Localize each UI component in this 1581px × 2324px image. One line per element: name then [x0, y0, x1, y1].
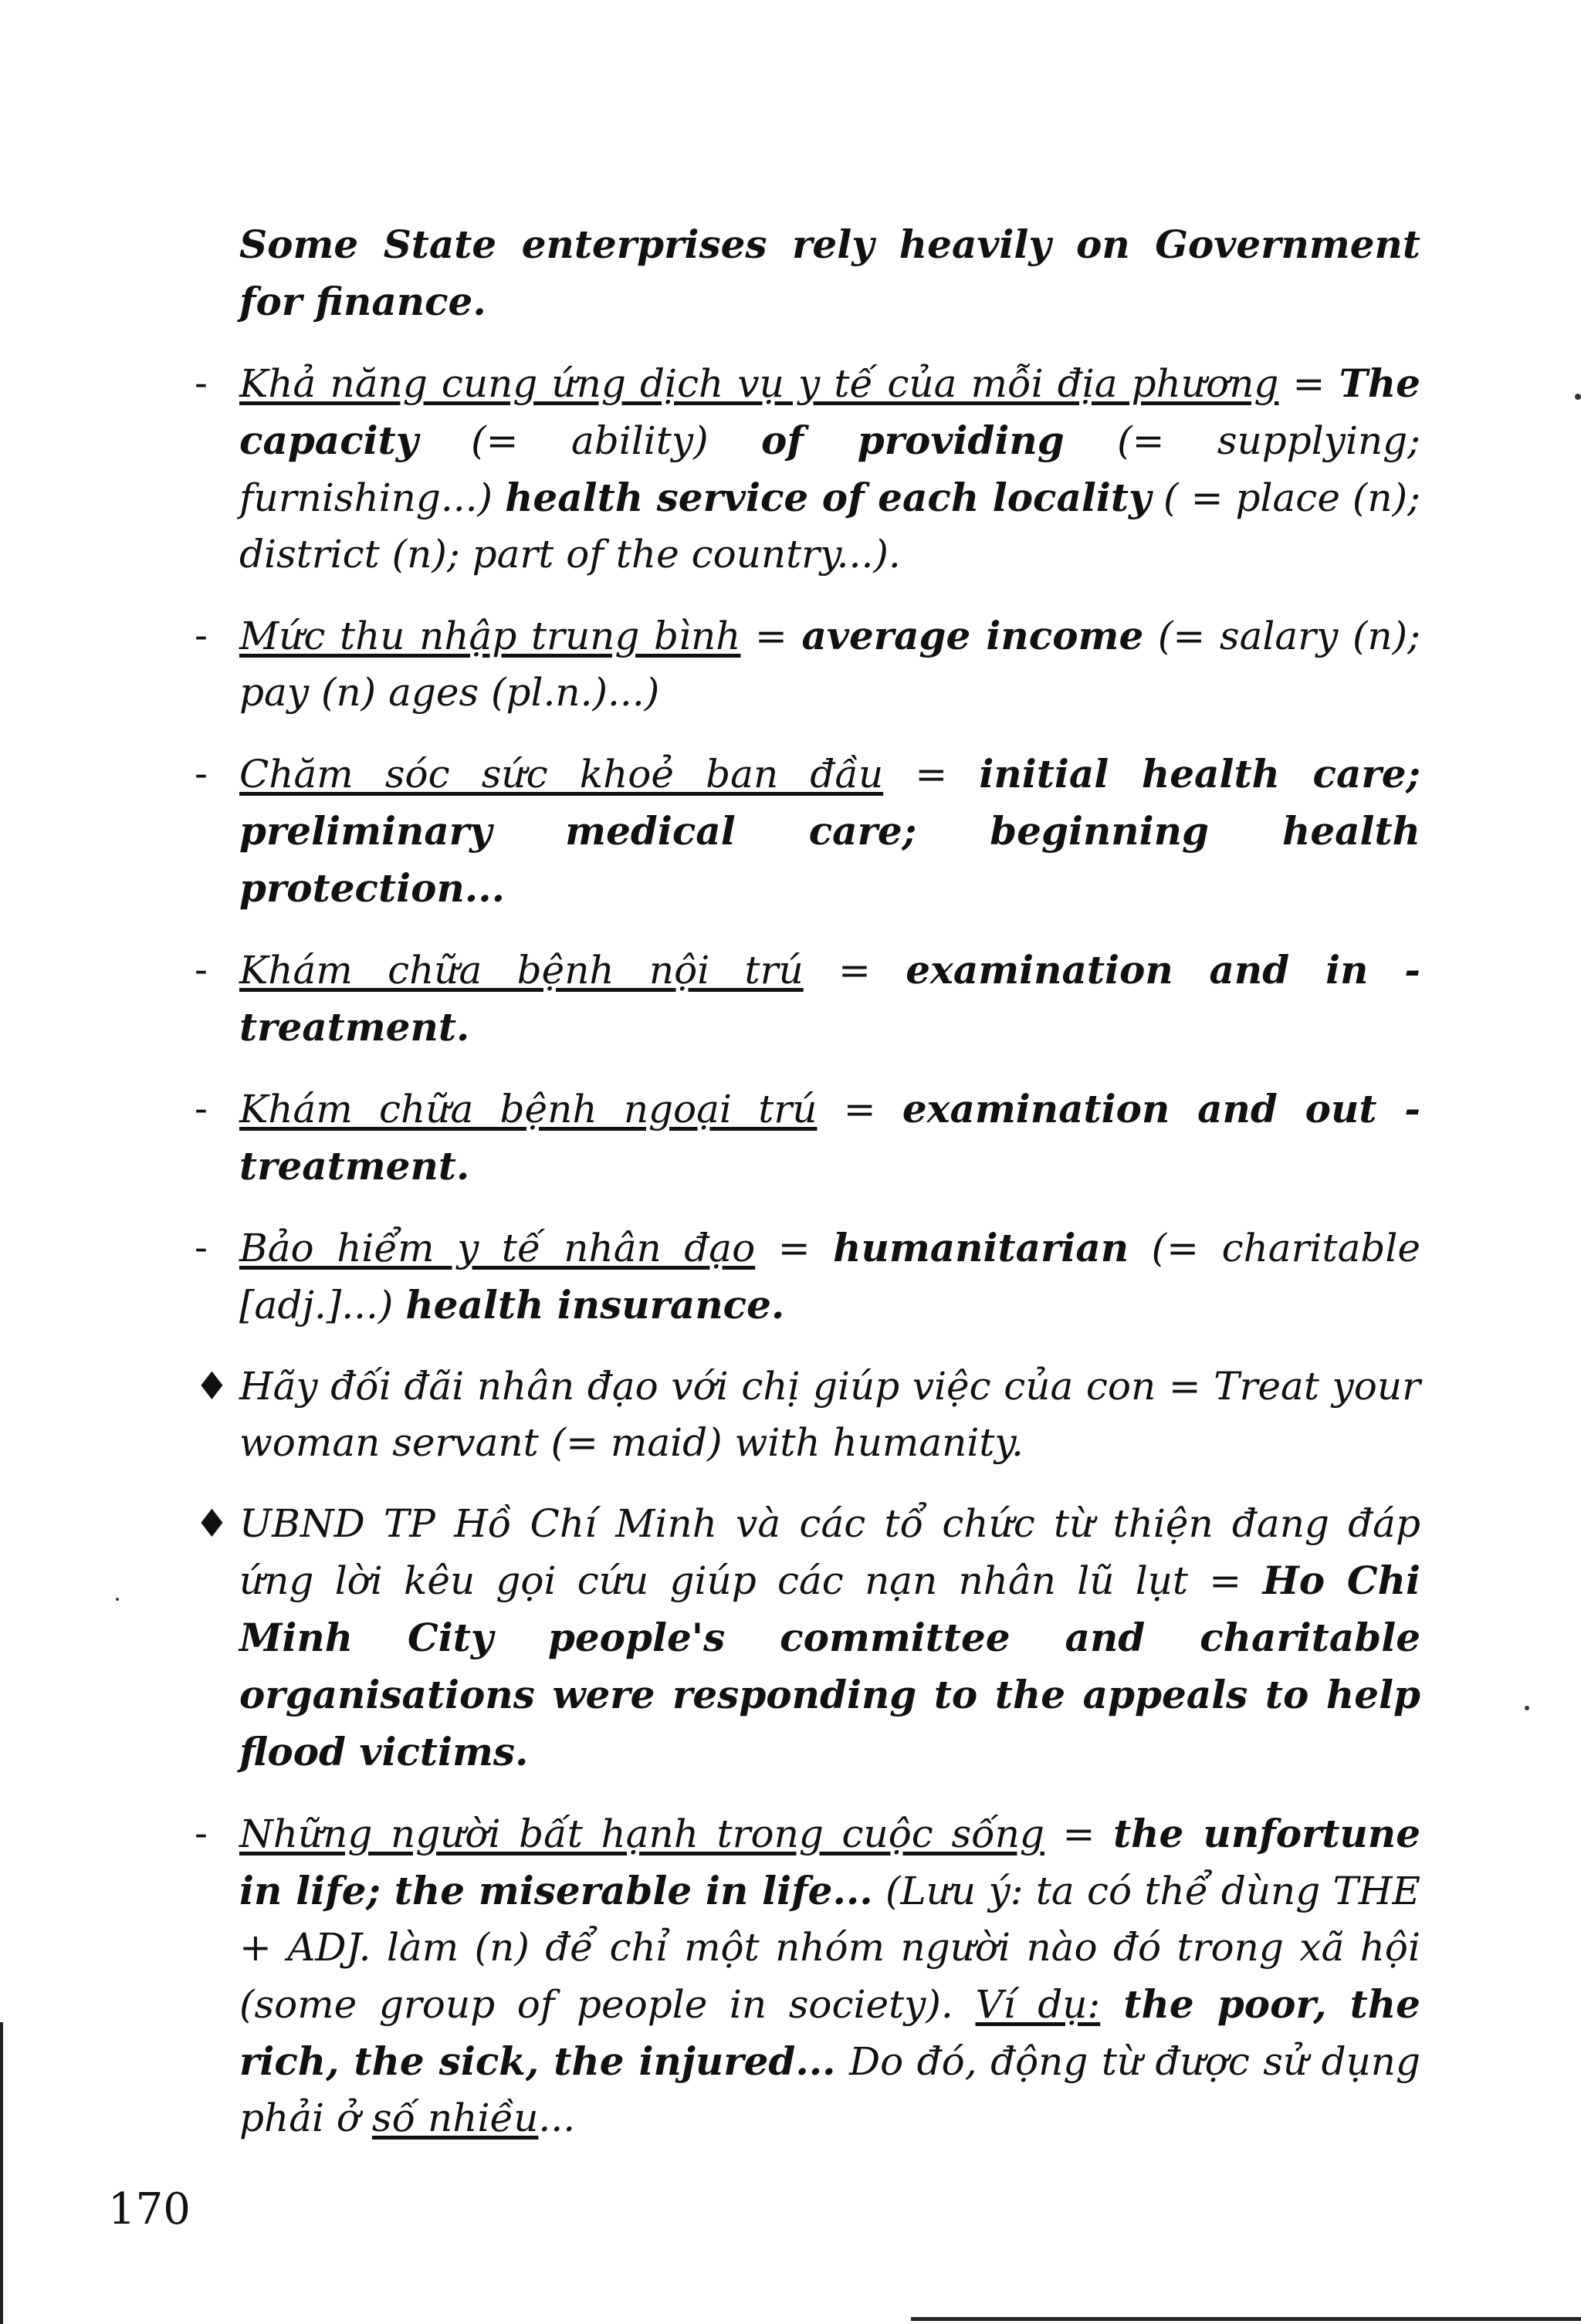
- english-term: the poor, the rich, the sick, the injured...: [239, 1981, 1420, 2084]
- list-item: [195, 355, 1420, 583]
- page-number: 170: [108, 2184, 191, 2234]
- list-item: [239, 216, 1420, 330]
- list-item: [195, 1496, 1421, 1781]
- vietnamese-term: Khám chữa bệnh ngoại trú: [239, 1087, 818, 1132]
- diamond-bullet-icon: ♦: [195, 1501, 229, 1546]
- page-content: [195, 216, 1421, 2171]
- english-term: initial health care; preliminary medical care; beginning health protection...: [239, 751, 1421, 911]
- synonym-note: (= charitable [adj.]...): [239, 1226, 1420, 1328]
- list-item: [195, 607, 1420, 721]
- equals-sign: =: [755, 1226, 834, 1270]
- example-label: Ví dụ:: [975, 1982, 1101, 2027]
- vietnamese-term: Chăm sóc sức khoẻ ban đầu: [239, 752, 884, 797]
- dash-marker: -: [195, 1811, 208, 1855]
- list-item: [195, 942, 1420, 1056]
- english-term: humanitarian: [833, 1225, 1129, 1270]
- scan-speck: [1575, 394, 1581, 400]
- example-sentence: UBND TP Hồ Chí Minh và các tổ chức từ thiện đang đáp ứng lời kêu gọi cứu giúp các nạn nhân lũ lụt =: [239, 1501, 1420, 1603]
- synonym-note: ( = place (n); district (n); part of the country...).: [239, 475, 1420, 577]
- list-item: [195, 1358, 1420, 1471]
- english-term: average income: [801, 613, 1144, 658]
- usage-note: (Lưu ý: ta có thể dùng THE + ADJ. làm (n) để chỉ một nhóm người nào đó trong xã hội (some group of people in society).: [239, 1869, 1420, 2027]
- equals-sign: =: [883, 752, 980, 797]
- synonym-note: (= ability): [418, 418, 761, 463]
- list-item: [195, 1220, 1420, 1334]
- english-term: examination and in - treatment.: [239, 947, 1420, 1050]
- dash-marker: -: [195, 1086, 208, 1131]
- vietnamese-term: Khả năng cung ứng dịch vụ y tế của mỗi địa phương: [239, 361, 1279, 406]
- equals-sign: =: [1044, 1812, 1114, 1856]
- example-sentence: Hãy đối đãi nhân đạo với chị giúp việc của con = Treat your woman servant (= maid) with humanity.: [239, 1364, 1420, 1465]
- english-term: The capacity: [239, 360, 1420, 463]
- vietnamese-term: Khám chữa bệnh nội trú: [239, 948, 804, 993]
- vietnamese-term: Bảo hiểm y tế nhân đạo: [239, 1226, 756, 1270]
- usage-note: ...: [538, 2096, 576, 2140]
- list-item: [195, 1081, 1420, 1195]
- synonym-note: (= salary (n); pay (n) ages (pl.n.)...): [239, 614, 1420, 715]
- entry-text: Some State enterprises rely heavily on Government for finance.: [239, 222, 1420, 324]
- usage-note: Do đó, động từ được sử dụng phải ở: [239, 2039, 1420, 2140]
- english-term: examination and out - treatment.: [239, 1086, 1420, 1189]
- underlined-term: số nhiều: [371, 2096, 539, 2140]
- english-translation: Ho Chi Minh City people's committee and charitable organisations were responding to the appeals to help flood victims.: [239, 1558, 1421, 1774]
- english-term: the unfortune in life; the miserable in life...: [239, 1811, 1421, 1913]
- equals-sign: =: [1278, 361, 1339, 406]
- dash-marker: -: [195, 613, 208, 658]
- english-term: health insurance.: [405, 1282, 785, 1328]
- list-item: [195, 746, 1421, 917]
- equals-sign: =: [817, 1087, 902, 1132]
- scan-edge-line: [0, 2022, 3, 2324]
- vietnamese-term: Những người bất hạnh trong cuộc sống: [239, 1812, 1044, 1856]
- equals-sign: =: [803, 948, 906, 993]
- diamond-bullet-icon: ♦: [195, 1364, 229, 1409]
- dash-marker: -: [195, 947, 208, 992]
- equals-sign: =: [740, 614, 802, 658]
- scan-speck: [1525, 1706, 1529, 1710]
- english-term: health service of each locality: [505, 475, 1152, 520]
- vietnamese-term: Mức thu nhập trung bình: [239, 614, 741, 658]
- synonym-note: (= supplying; furnishing...): [239, 418, 1420, 520]
- dash-marker: -: [195, 360, 208, 405]
- scan-speck: [116, 1598, 119, 1601]
- scan-edge-line: [911, 2317, 1581, 2321]
- list-item: [195, 1805, 1421, 2146]
- english-term: of providing: [760, 418, 1065, 463]
- dash-marker: -: [195, 1225, 208, 1270]
- dash-marker: -: [195, 751, 208, 796]
